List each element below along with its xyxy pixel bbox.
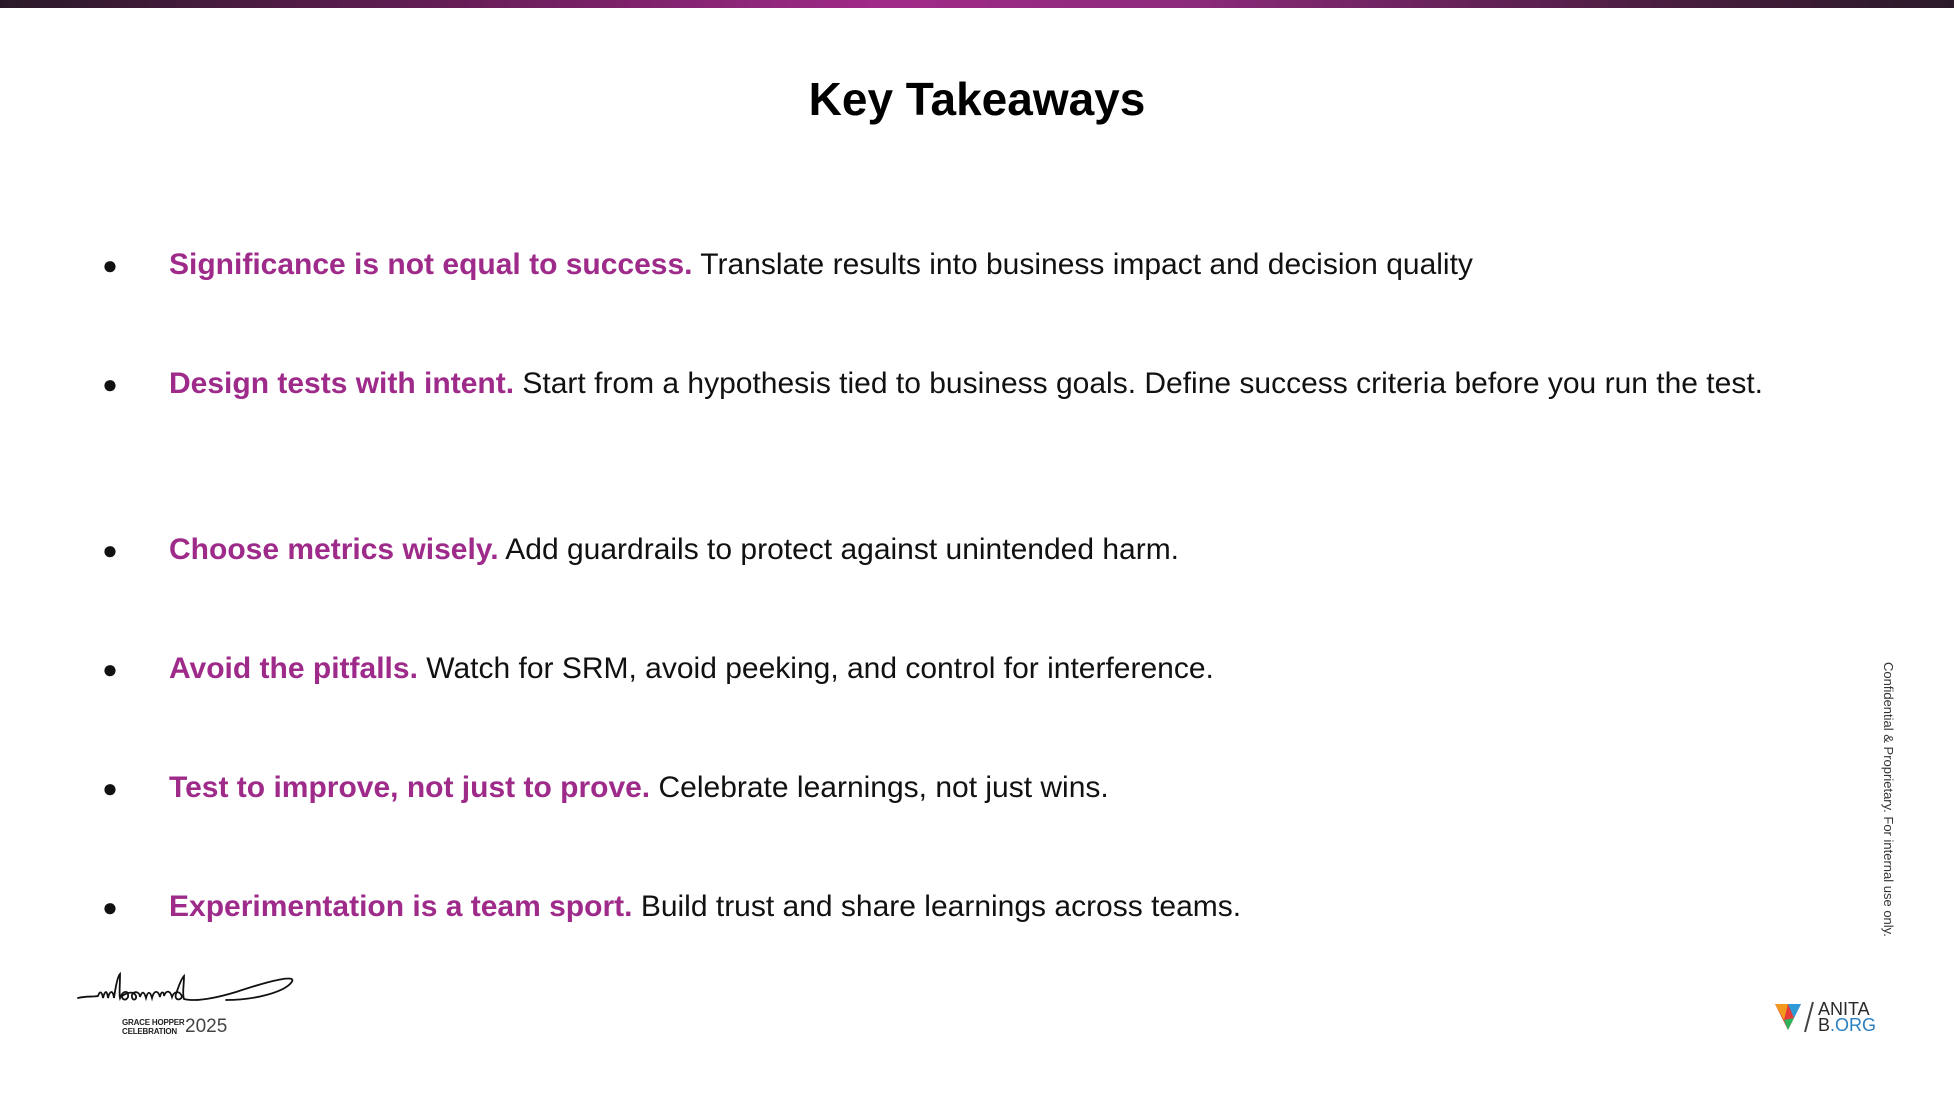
ghc-name-line2: CELEBRATION xyxy=(122,1027,177,1036)
takeaway-lead: Experimentation is a team sport. xyxy=(169,890,633,923)
takeaway-lead: Choose metrics wisely. xyxy=(169,533,499,566)
anitab-org-logo xyxy=(1774,1000,1884,1036)
takeaway-lead: Significance is not equal to success. xyxy=(169,248,693,281)
confidential-note: Confidential & Proprietary. For internal use only. xyxy=(1881,662,1896,937)
bullet-icon: ● xyxy=(102,773,118,803)
unbound-script-logo xyxy=(76,972,300,1042)
anita-letter-b: B xyxy=(1818,1015,1831,1035)
takeaway-detail: Build trust and share learnings across teams. xyxy=(640,890,1242,923)
ghc-year: 2025 xyxy=(185,1016,228,1037)
takeaway-detail: Translate results into business impact and decision quality xyxy=(700,248,1473,281)
takeaway-detail: Add guardrails to protect against unintended harm. xyxy=(505,533,1180,566)
bullet-icon: ● xyxy=(102,250,118,280)
anitab-prism-icon xyxy=(1774,1000,1816,1036)
anita-org-suffix: .ORG xyxy=(1830,1015,1877,1035)
bullet-icon: ● xyxy=(102,535,118,565)
bullet-icon: ● xyxy=(102,369,118,399)
takeaway-lead: Avoid the pitfalls. xyxy=(169,652,418,685)
bullet-icon: ● xyxy=(102,892,118,922)
bullet-icon: ● xyxy=(102,654,118,684)
takeaway-lead: Test to improve, not just to prove. xyxy=(169,771,651,804)
takeaway-detail: Watch for SRM, avoid peeking, and control for interference. xyxy=(426,652,1214,685)
takeaway-lead: Design tests with intent. xyxy=(169,367,515,400)
slide-title: Key Takeaways xyxy=(808,73,1146,125)
ghc-name-line1: GRACE HOPPER xyxy=(122,1018,185,1027)
anita-word: ANITA xyxy=(1818,999,1870,1019)
takeaway-detail: Start from a hypothesis tied to business goals. Define success criteria before you run the test. xyxy=(522,367,1763,400)
takeaway-detail: Celebrate learnings, not just wins. xyxy=(658,771,1109,804)
top-accent-bar xyxy=(0,0,1954,8)
unbound-script-icon xyxy=(76,972,300,1018)
